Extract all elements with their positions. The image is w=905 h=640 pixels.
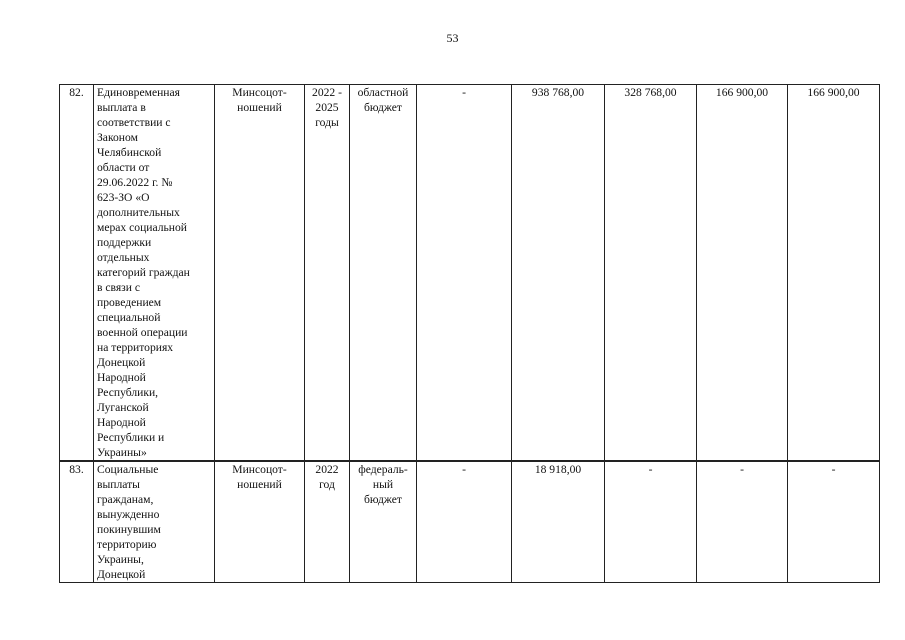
row-number-cell: 82. (60, 85, 94, 462)
amount-cell-year-2: - (697, 461, 788, 583)
amount-cell-total: 18 918,00 (512, 461, 605, 583)
measure-name-line: дополнительных (97, 206, 180, 219)
amount-cell-total: 938 768,00 (512, 85, 605, 462)
measure-name-line: Украины, (97, 553, 144, 566)
amount-cell-year-3: - (788, 461, 880, 583)
measure-name-line: проведением (97, 296, 162, 309)
amount-cell-year-2: 166 900,00 (697, 85, 788, 462)
period-line: 2022 - (312, 86, 342, 99)
measure-name-line: выплата в (97, 101, 146, 114)
measure-name-line: 623-ЗО «О (97, 191, 150, 204)
amount-cell-year-1: 328 768,00 (605, 85, 697, 462)
period-cell (305, 85, 350, 462)
measure-name-line: Народной (97, 371, 146, 384)
measure-name-line: Украины» (97, 446, 147, 459)
measure-name-line: категорий граждан (97, 266, 190, 279)
executor-line: Минсоцот- (232, 463, 287, 476)
measure-name-line: покинувшим (97, 523, 161, 536)
measure-name-line: Социальные (97, 463, 159, 476)
measure-name-line: Республики и (97, 431, 165, 444)
measure-name-line: гражданам, (97, 493, 154, 506)
executor-line: ношений (237, 101, 282, 114)
period-line: год (319, 478, 335, 491)
measure-name-line: на территориях (97, 341, 174, 354)
funding-source-cell (350, 85, 417, 462)
measure-name-line: мерах социальной (97, 221, 187, 234)
amount-cell-a: - (417, 85, 512, 462)
row-number-cell: 83. (60, 461, 94, 583)
measure-name-line: Донецкой (97, 356, 146, 369)
period-cell (305, 461, 350, 583)
executor-cell (215, 461, 305, 583)
measure-name-line: Донецкой (97, 568, 146, 581)
period-line: 2025 (315, 101, 339, 114)
table-row (60, 461, 880, 583)
funding-source-line: бюджет (364, 493, 402, 506)
measure-name-line: Единовременная (97, 86, 180, 99)
measure-name-line: Луганской (97, 401, 149, 414)
executor-line: ношений (237, 478, 282, 491)
funding-source-line: областной (357, 86, 409, 99)
amount-cell-year-3: 166 900,00 (788, 85, 880, 462)
measure-name-line: поддержки (97, 236, 152, 249)
measure-name-line: выплаты (97, 478, 140, 491)
measure-name-line: военной операции (97, 326, 188, 339)
period-line: 2022 (315, 463, 339, 476)
period-line: годы (315, 116, 339, 129)
funding-source-line: федераль- (358, 463, 408, 476)
executor-line: Минсоцот- (232, 86, 287, 99)
funding-source-line: бюджет (364, 101, 402, 114)
measure-name-line: специальной (97, 311, 161, 324)
amount-cell-a: - (417, 461, 512, 583)
measure-name-line: отдельных (97, 251, 150, 264)
funding-source-line: ный (372, 478, 394, 491)
measure-name-cell (94, 85, 215, 462)
table-row (60, 85, 880, 462)
measure-name-line: 29.06.2022 г. № (97, 176, 173, 189)
measure-name-line: Челябинской (97, 146, 162, 159)
amount-cell-year-1: - (605, 461, 697, 583)
table-body (60, 85, 880, 583)
budget-table (59, 84, 880, 583)
measure-name-line: Законом (97, 131, 138, 144)
measure-name-line: Республики, (97, 386, 159, 399)
executor-cell (215, 85, 305, 462)
funding-source-cell (350, 461, 417, 583)
page-number: 53 (446, 31, 459, 45)
measure-name-line: Народной (97, 416, 146, 429)
measure-name-line: области от (97, 161, 150, 174)
measure-name-cell (94, 461, 215, 583)
measure-name-line: соответствии с (97, 116, 171, 129)
measure-name-line: вынужденно (97, 508, 160, 521)
measure-name-line: территорию (97, 538, 157, 551)
measure-name-line: в связи с (97, 281, 141, 294)
